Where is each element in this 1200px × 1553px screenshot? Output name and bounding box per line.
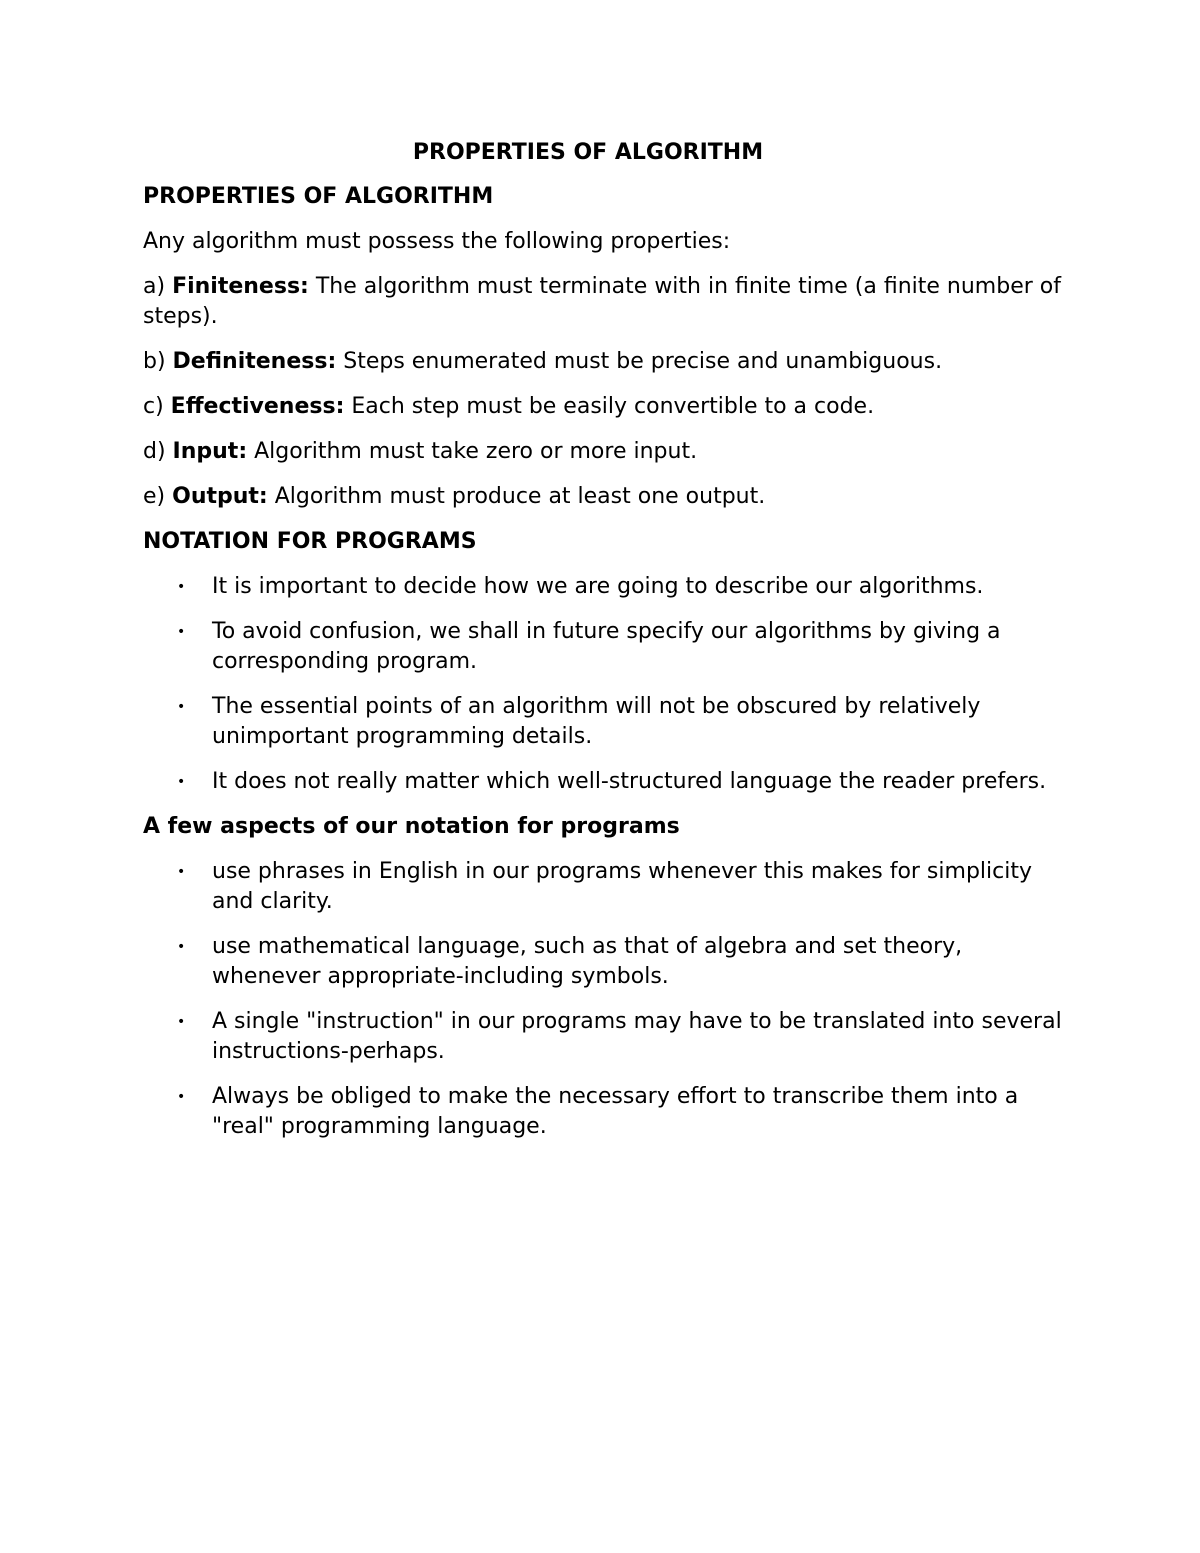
bullet-icon: • [177, 1089, 186, 1105]
property-prefix: e) [143, 484, 173, 509]
property-term: Effectiveness: [170, 394, 345, 419]
property-term: Finiteness: [172, 274, 309, 299]
section-heading-properties: PROPERTIES OF ALGORITHM [143, 184, 494, 209]
list-item [143, 1007, 1073, 1067]
aspects-bullet-list [143, 857, 1073, 1142]
property-term: Definiteness: [172, 349, 337, 374]
list-item-text: use phrases in English in our programs whenever this makes for simplicity and clarity. [212, 859, 1032, 914]
property-description: Algorithm must produce at least one output. [267, 484, 766, 509]
list-item [143, 932, 1073, 992]
list-item-text: A single "instruction" in our programs may have to be translated into several instructions-perhaps. [212, 1009, 1062, 1064]
page-title: PROPERTIES OF ALGORITHM [412, 140, 764, 165]
section-heading-notation: NOTATION FOR PROGRAMS [143, 529, 477, 554]
property-prefix: d) [143, 439, 173, 464]
bullet-icon: • [177, 774, 186, 790]
bullet-icon: • [177, 699, 186, 715]
property-output [143, 482, 1073, 512]
list-item-text: It is important to decide how we are going to describe our algorithms. [212, 574, 984, 599]
property-description: Each step must be easily convertible to a code. [344, 394, 875, 419]
bullet-icon: • [177, 864, 186, 880]
list-item [143, 767, 1073, 797]
property-prefix: a) [143, 274, 173, 299]
list-item [143, 617, 1073, 677]
list-item [143, 572, 1073, 602]
list-item-text: use mathematical language, such as that of algebra and set theory, whenever appropriate-including symbols. [212, 934, 963, 989]
section-heading-aspects: A few aspects of our notation for programs [143, 814, 680, 839]
bullet-icon: • [177, 624, 186, 640]
list-item [143, 692, 1073, 752]
document-page [143, 138, 1073, 1157]
list-item [143, 857, 1073, 917]
property-effectiveness [143, 392, 1073, 422]
property-prefix: c) [143, 394, 171, 419]
bullet-icon: • [177, 939, 186, 955]
property-input [143, 437, 1073, 467]
list-item-text: To avoid confusion, we shall in future specify our algorithms by giving a corresponding program. [212, 619, 1001, 674]
list-item-text: It does not really matter which well-structured language the reader prefers. [212, 769, 1047, 794]
property-description: Steps enumerated must be precise and unambiguous. [336, 349, 943, 374]
property-finiteness [143, 272, 1073, 332]
bullet-icon: • [177, 579, 186, 595]
list-item-text: Always be obliged to make the necessary effort to transcribe them into a "real" programming language. [212, 1084, 1019, 1139]
bullet-icon: • [177, 1014, 186, 1030]
property-term: Input: [172, 439, 248, 464]
list-item [143, 1082, 1073, 1142]
list-item-text: The essential points of an algorithm will not be obscured by relatively unimportant programming details. [212, 694, 981, 749]
property-prefix: b) [143, 349, 173, 374]
property-term: Output: [172, 484, 268, 509]
property-description: Algorithm must take zero or more input. [247, 439, 698, 464]
property-definiteness [143, 347, 1073, 377]
notation-bullet-list [143, 572, 1073, 797]
intro-paragraph: Any algorithm must possess the following properties: [143, 229, 731, 254]
property-description: The algorithm must terminate with in finite time (a finite number of steps). [143, 274, 1061, 329]
